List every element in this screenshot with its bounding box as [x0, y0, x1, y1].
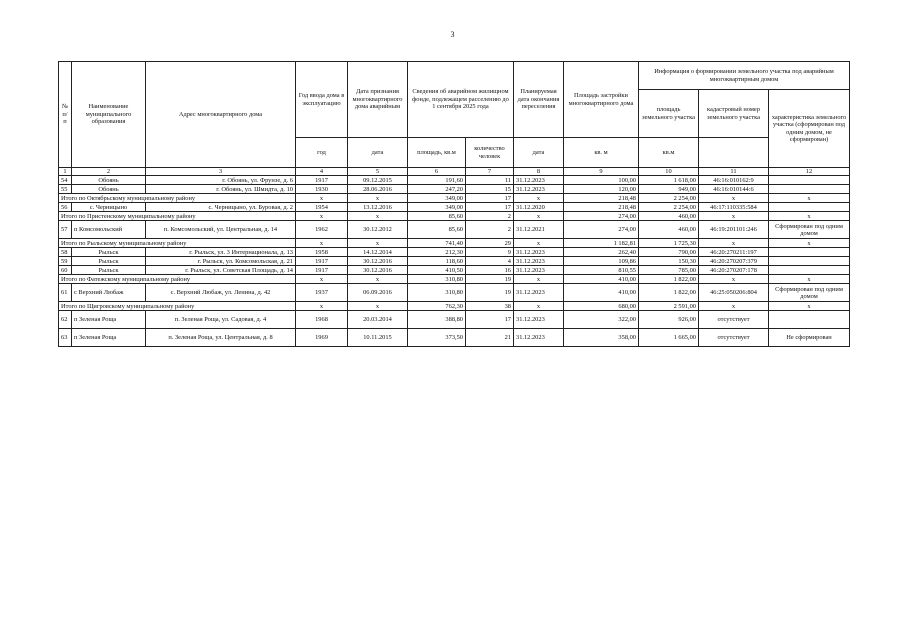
header-year: Год ввода дома в эксплуатацию	[296, 62, 348, 138]
planned-date-cell: 31.12.2023	[514, 329, 564, 347]
row-number: 62	[59, 311, 72, 329]
year-cell: x	[296, 239, 348, 248]
planned-date-cell: 31.12.2021	[514, 221, 564, 239]
characteristic-cell	[769, 248, 850, 257]
planned-date-cell: 31.12.2023	[514, 185, 564, 194]
year-cell: x	[296, 194, 348, 203]
row-number: 55	[59, 185, 72, 194]
land-area-cell: 150,30	[639, 257, 699, 266]
land-area-cell: 460,00	[639, 221, 699, 239]
area-cell: 349,00	[408, 194, 466, 203]
recognition-date-cell: 10.11.2015	[348, 329, 408, 347]
characteristic-cell: Сформирован под одним домом	[769, 221, 850, 239]
area-cell: 410,50	[408, 266, 466, 275]
cadastral-cell: 46:17:110335:584	[699, 203, 769, 212]
unit-sqm: кв. м	[564, 138, 639, 168]
address-cell: с. Черницыно, ул. Буровая, д. 2	[146, 203, 296, 212]
planned-date-cell: 31.12.2023	[514, 176, 564, 185]
year-cell: 1962	[296, 221, 348, 239]
table-row	[59, 203, 850, 212]
cadastral-cell: 46:20:270207:379	[699, 257, 769, 266]
cadastral-cell: x	[699, 275, 769, 284]
year-cell: 1954	[296, 203, 348, 212]
column-number: 5	[348, 168, 408, 176]
people-cell: 17	[466, 194, 514, 203]
planned-date-cell: 31.12.2020	[514, 203, 564, 212]
cadastral-cell: отсутствует	[699, 311, 769, 329]
people-cell: 16	[466, 266, 514, 275]
header-num: № п/п	[59, 62, 72, 168]
address-cell: г. Рыльск, ул. 3 Интернационала, д. 13	[146, 248, 296, 257]
year-cell: 1958	[296, 248, 348, 257]
unit-year: год	[296, 138, 348, 168]
recognition-date-cell: 20.03.2014	[348, 311, 408, 329]
column-number: 6	[408, 168, 466, 176]
year-cell: x	[296, 302, 348, 311]
characteristic-cell: Сформирован под одним домом	[769, 284, 850, 302]
address-cell: с. Верхний Любаж, ул. Ленина, д. 42	[146, 284, 296, 302]
page-number: 3	[450, 30, 455, 39]
column-number: 11	[699, 168, 769, 176]
table-row	[59, 329, 850, 347]
address-cell: п. Зеленая Роща, ул. Садовая, д. 4	[146, 311, 296, 329]
planned-date-cell: x	[514, 212, 564, 221]
year-cell: 1917	[296, 257, 348, 266]
land-area-cell: 1 822,00	[639, 275, 699, 284]
table-body	[59, 176, 850, 347]
municipality-cell: п Комсомольский	[72, 221, 146, 239]
table-row	[59, 221, 850, 239]
planned-date-cell: x	[514, 239, 564, 248]
land-area-cell: 2 591,00	[639, 302, 699, 311]
planned-date-cell: 31.12.2023	[514, 257, 564, 266]
people-cell: 19	[466, 284, 514, 302]
column-number: 4	[296, 168, 348, 176]
building-area-cell: 100,00	[564, 176, 639, 185]
row-number: 58	[59, 248, 72, 257]
year-cell: 1937	[296, 284, 348, 302]
header-emergency-fund: Сведения об аварийном жилищном фонде, подлежащем расселению до 1 сентября 2025 года	[408, 62, 514, 138]
column-numbers-row	[59, 168, 850, 176]
characteristic-cell: x	[769, 302, 850, 311]
column-number: 8	[514, 168, 564, 176]
cadastral-cell: 46:16:010162:9	[699, 176, 769, 185]
column-number: 9	[564, 168, 639, 176]
year-cell: x	[296, 275, 348, 284]
area-cell: 741,40	[408, 239, 466, 248]
column-number: 12	[769, 168, 850, 176]
recognition-date-cell: 30.12.2016	[348, 266, 408, 275]
header-land-plot-info: Информация о формировании земельного участка под аварийным многоквартирным домом	[639, 62, 850, 90]
land-area-cell: 1 725,30	[639, 239, 699, 248]
row-number: 56	[59, 203, 72, 212]
people-cell: 9	[466, 248, 514, 257]
recognition-date-cell: 14.12.2014	[348, 248, 408, 257]
characteristic-cell	[769, 176, 850, 185]
land-area-cell: 2 254,00	[639, 194, 699, 203]
planned-date-cell: 31.12.2023	[514, 284, 564, 302]
building-area-cell: 410,00	[564, 275, 639, 284]
land-area-cell: 2 254,00	[639, 203, 699, 212]
recognition-date-cell: x	[348, 194, 408, 203]
characteristic-cell	[769, 185, 850, 194]
table-header	[59, 62, 850, 176]
building-area-cell: 218,48	[564, 203, 639, 212]
subtotal-label: Итого по Рыльскому муниципальному району	[59, 239, 296, 248]
area-cell: 762,30	[408, 302, 466, 311]
land-area-cell: 949,00	[639, 185, 699, 194]
subtotal-label: Итого по Щигровскому муниципальному району	[59, 302, 296, 311]
building-area-cell: 274,00	[564, 221, 639, 239]
year-cell: 1917	[296, 266, 348, 275]
people-cell: 29	[466, 239, 514, 248]
table-row	[59, 176, 850, 185]
header-characteristic: характеристика земельного участка (сформирован под одним домом, не сформирован)	[769, 90, 850, 168]
people-cell: 4	[466, 257, 514, 266]
people-cell: 19	[466, 275, 514, 284]
column-number: 10	[639, 168, 699, 176]
unit-people: количество человек	[466, 138, 514, 168]
column-number: 7	[466, 168, 514, 176]
header-planned-date: Планируемая дата окончания переселения	[514, 62, 564, 138]
characteristic-cell: x	[769, 212, 850, 221]
address-cell: г. Рыльск, ул. Комсомольская, д. 21	[146, 257, 296, 266]
land-area-cell: 1 618,00	[639, 176, 699, 185]
people-cell: 38	[466, 302, 514, 311]
table-row	[59, 248, 850, 257]
row-number: 60	[59, 266, 72, 275]
address-cell: п. Зеленая Роща, ул. Центральная, д. 8	[146, 329, 296, 347]
people-cell: 2	[466, 212, 514, 221]
row-number: 63	[59, 329, 72, 347]
area-cell: 191,60	[408, 176, 466, 185]
building-area-cell: 322,00	[564, 311, 639, 329]
table-row	[59, 257, 850, 266]
recognition-date-cell: x	[348, 239, 408, 248]
area-cell: 310,80	[408, 275, 466, 284]
cadastral-cell: 46:20:270207:178	[699, 266, 769, 275]
cadastral-cell: отсутствует	[699, 329, 769, 347]
municipality-cell: Рыльск	[72, 248, 146, 257]
table-row	[59, 311, 850, 329]
municipality-cell: Рыльск	[72, 266, 146, 275]
year-cell: 1968	[296, 311, 348, 329]
address-cell: г. Рыльск, ул. Советская Площадь, д. 14	[146, 266, 296, 275]
column-number: 1	[59, 168, 72, 176]
year-cell: 1969	[296, 329, 348, 347]
recognition-date-cell: 30.12.2012	[348, 221, 408, 239]
unit-cadastral-blank	[699, 138, 769, 168]
recognition-date-cell: x	[348, 275, 408, 284]
header-building-area: Площадь застройки многоквартирного дома	[564, 62, 639, 138]
unit-area: площадь, кв.м	[408, 138, 466, 168]
row-number: 59	[59, 257, 72, 266]
characteristic-cell	[769, 203, 850, 212]
year-cell: 1930	[296, 185, 348, 194]
subtotal-row	[59, 194, 850, 203]
cadastral-cell: x	[699, 239, 769, 248]
characteristic-cell: x	[769, 194, 850, 203]
subtotal-label: Итого по Пристенскому муниципальному району	[59, 212, 296, 221]
unit-date-planned: дата	[514, 138, 564, 168]
area-cell: 247,20	[408, 185, 466, 194]
municipality-cell: Рыльск	[72, 257, 146, 266]
subtotal-row	[59, 275, 850, 284]
cadastral-cell: 46:25:050206:804	[699, 284, 769, 302]
subtotal-row	[59, 212, 850, 221]
table-row	[59, 284, 850, 302]
table-row	[59, 266, 850, 275]
unit-sqm-land: кв.м	[639, 138, 699, 168]
land-area-cell: 926,00	[639, 311, 699, 329]
header-land-area: площадь земельного участка	[639, 90, 699, 138]
people-cell: 17	[466, 311, 514, 329]
building-area-cell: 109,86	[564, 257, 639, 266]
characteristic-cell	[769, 257, 850, 266]
building-area-cell: 810,55	[564, 266, 639, 275]
municipality-cell: п Зеленая Роща	[72, 311, 146, 329]
area-cell: 373,50	[408, 329, 466, 347]
recognition-date-cell: 09.12.2015	[348, 176, 408, 185]
planned-date-cell: x	[514, 275, 564, 284]
people-cell: 11	[466, 176, 514, 185]
land-area-cell: 460,00	[639, 212, 699, 221]
municipality-cell: п Зеленая Роща	[72, 329, 146, 347]
cadastral-cell: 46:16:010144:6	[699, 185, 769, 194]
planned-date-cell: 31.12.2023	[514, 311, 564, 329]
planned-date-cell: 31.12.2023	[514, 266, 564, 275]
characteristic-cell: Не сформирован	[769, 329, 850, 347]
subtotal-row	[59, 302, 850, 311]
cadastral-cell: x	[699, 194, 769, 203]
municipality-cell: с Верхний Любаж	[72, 284, 146, 302]
column-number: 3	[146, 168, 296, 176]
address-cell: г. Обоянь, ул. Фрунзе, д. 6	[146, 176, 296, 185]
year-cell: 1917	[296, 176, 348, 185]
subtotal-row	[59, 239, 850, 248]
area-cell: 118,60	[408, 257, 466, 266]
address-cell: п. Комсомольский, ул. Центральная, д. 14	[146, 221, 296, 239]
column-number: 2	[72, 168, 146, 176]
cadastral-cell: 46:20:270211:197	[699, 248, 769, 257]
land-area-cell: 790,00	[639, 248, 699, 257]
area-cell: 85,60	[408, 212, 466, 221]
building-area-cell: 1 182,81	[564, 239, 639, 248]
table-row	[59, 185, 850, 194]
recognition-date-cell: 06.09.2016	[348, 284, 408, 302]
header-address: Адрес многоквартирного дома	[146, 62, 296, 168]
planned-date-cell: 31.12.2023	[514, 248, 564, 257]
building-area-cell: 218,48	[564, 194, 639, 203]
people-cell: 21	[466, 329, 514, 347]
subtotal-label: Итого по Фатежскому муниципальному району	[59, 275, 296, 284]
planned-date-cell: x	[514, 302, 564, 311]
row-number: 54	[59, 176, 72, 185]
recognition-date-cell: 13.12.2016	[348, 203, 408, 212]
row-number: 61	[59, 284, 72, 302]
municipality-cell: Обоянь	[72, 185, 146, 194]
cadastral-cell: 46:19:201101:246	[699, 221, 769, 239]
characteristic-cell	[769, 266, 850, 275]
municipality-cell: с. Черницыно	[72, 203, 146, 212]
area-cell: 85,60	[408, 221, 466, 239]
area-cell: 349,00	[408, 203, 466, 212]
building-area-cell: 262,40	[564, 248, 639, 257]
people-cell: 15	[466, 185, 514, 194]
municipality-cell: Обоянь	[72, 176, 146, 185]
building-area-cell: 680,00	[564, 302, 639, 311]
land-area-cell: 1 822,00	[639, 284, 699, 302]
row-number: 57	[59, 221, 72, 239]
building-area-cell: 410,00	[564, 284, 639, 302]
building-area-cell: 274,00	[564, 212, 639, 221]
people-cell: 2	[466, 221, 514, 239]
header-recognition-date: Дата признания многоквартирного дома аварийным	[348, 62, 408, 138]
people-cell: 17	[466, 203, 514, 212]
area-cell: 212,30	[408, 248, 466, 257]
year-cell: x	[296, 212, 348, 221]
characteristic-cell	[769, 311, 850, 329]
header-cadastral: кадастровый номер земельного участка	[699, 90, 769, 138]
emergency-housing-table	[58, 61, 850, 347]
subtotal-label: Итого по Октябрьскому муниципальному району	[59, 194, 296, 203]
cadastral-cell: x	[699, 302, 769, 311]
building-area-cell: 358,00	[564, 329, 639, 347]
land-area-cell: 785,00	[639, 266, 699, 275]
address-cell: г. Обоянь, ул. Шмидта, д. 10	[146, 185, 296, 194]
land-area-cell: 1 665,00	[639, 329, 699, 347]
building-area-cell: 120,00	[564, 185, 639, 194]
area-cell: 388,80	[408, 311, 466, 329]
recognition-date-cell: x	[348, 302, 408, 311]
recognition-date-cell: x	[348, 212, 408, 221]
characteristic-cell: x	[769, 275, 850, 284]
unit-date: дата	[348, 138, 408, 168]
characteristic-cell: x	[769, 239, 850, 248]
planned-date-cell: x	[514, 194, 564, 203]
area-cell: 310,80	[408, 284, 466, 302]
recognition-date-cell: 30.12.2016	[348, 257, 408, 266]
header-municipality: Наименование муниципального образования	[72, 62, 146, 168]
cadastral-cell: x	[699, 212, 769, 221]
recognition-date-cell: 28.06.2016	[348, 185, 408, 194]
